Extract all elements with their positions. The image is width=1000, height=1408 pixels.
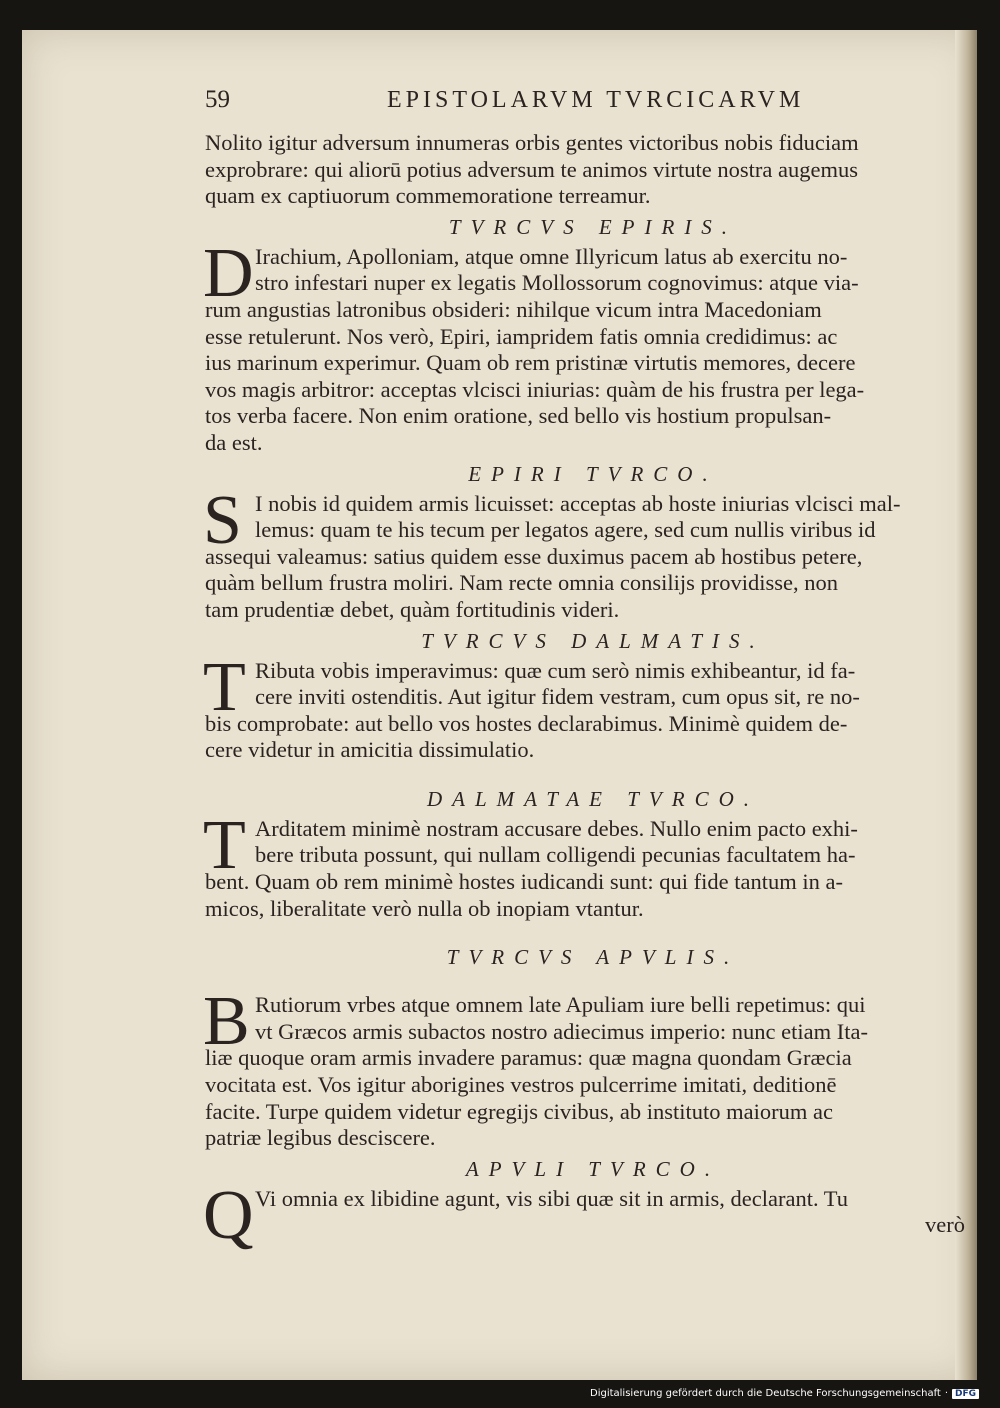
text-line: I nobis id quidem armis licuisset: acceptas ab hoste iniurias vlcisci mal- bbox=[255, 490, 901, 516]
text-line: exprobrare: qui aliorū potius adversum te animos virtute nostra augemus bbox=[205, 156, 858, 182]
text-line: bere tributa possunt, qui nullam colligendi pecunias facultatem ha- bbox=[255, 842, 856, 868]
text-line: vt Græcos armis subactos nostro adiecimus imperio: nunc etiam Ita- bbox=[255, 1018, 868, 1044]
folio-number: 59 bbox=[205, 86, 230, 113]
text-line: cere videtur in amicitia dissimulatio. bbox=[205, 737, 535, 763]
paragraph bbox=[203, 234, 981, 457]
page-text bbox=[203, 86, 981, 1254]
text-line: bent. Quam ob rem minimè hostes iudicandi sunt: qui fide tantum in a- bbox=[205, 869, 844, 895]
text-line: cere inviti ostenditis. Aut igitur fidem vestram, cum opus sit, re no- bbox=[255, 684, 860, 710]
section-heading: EPIRI TVRCO. bbox=[468, 461, 718, 486]
text-line: ius marinum experimur. Quam ob rem pristinæ virtutis memores, decere bbox=[205, 350, 856, 376]
text-line: Arditatem minimè nostram accusare debes. Nullo enim pacto exhi- bbox=[255, 815, 858, 841]
drop-initial: Q bbox=[203, 1176, 254, 1254]
paragraph bbox=[205, 130, 981, 210]
paragraph bbox=[203, 481, 981, 624]
text-line: vocitata est. Vos igitur aborigines vestros pulcerrime imitati, deditionē bbox=[205, 1072, 837, 1098]
text-line: assequi valeamus: satius quidem esse duximus pacem ab hostibus petere, bbox=[205, 543, 863, 569]
drop-initial: S bbox=[203, 481, 242, 559]
text-line: quam ex captiuorum commemoratione terreamur. bbox=[205, 183, 651, 209]
text-line: Rutiorum vrbes atque omnem late Apuliam iure belli repetimus: qui bbox=[255, 992, 866, 1018]
page-header bbox=[205, 86, 981, 130]
section-heading: TVRCVS DALMATIS. bbox=[421, 628, 765, 653]
spacer bbox=[205, 974, 981, 992]
paragraph bbox=[203, 806, 981, 922]
drop-initial: T bbox=[203, 806, 246, 884]
text-line: Nolito igitur adversum innumeras orbis gentes victoribus nobis fiduciam bbox=[205, 130, 859, 155]
footer-text: Digitalisierung gefördert durch die Deutsche Forschungsgemeinschaft bbox=[590, 1388, 941, 1399]
text-line: lemus: quam te his tecum per legatos agere, sed cum nullis viribus id bbox=[255, 517, 876, 543]
text-line: micos, liberalitate verò nulla ob inopiam vtantur. bbox=[205, 895, 644, 921]
section-heading: DALMATAE TVRCO. bbox=[427, 786, 759, 811]
section-heading: TVRCVS EPIRIS. bbox=[448, 214, 738, 239]
text-line: Ributa vobis imperavimus: quæ cum serò nimis exhibeantur, id fa- bbox=[255, 657, 856, 683]
text-line: facite. Turpe quidem videtur egregijs civibus, ab instituto maiorum ac bbox=[205, 1098, 834, 1124]
text-line: patriæ legibus desciscere. bbox=[205, 1125, 436, 1151]
text-line: da est. bbox=[205, 429, 263, 455]
drop-initial: T bbox=[203, 648, 246, 726]
running-title: EPISTOLARVM TVRCICARVM bbox=[387, 87, 805, 113]
section-heading: APVLI TVRCO. bbox=[465, 1156, 721, 1181]
footer-separator: · bbox=[944, 1388, 949, 1399]
text-line: Irachium, Apolloniam, atque omne Illyricum latus ab exercitu no- bbox=[255, 243, 848, 269]
text-line: Vi omnia ex libidine agunt, vis sibi quæ sit in armis, declarant. Tu bbox=[255, 1185, 848, 1211]
text-line: liæ quoque oram armis invadere paramus: quæ magna quondam Græcia bbox=[205, 1045, 852, 1071]
text-line: tos verba facere. Non enim oratione, sed bello vis hostium propulsan- bbox=[205, 403, 832, 429]
section-heading: TVRCVS APVLIS. bbox=[446, 945, 740, 970]
spacer bbox=[205, 764, 981, 782]
text-line: bis comprobate: aut bello vos hostes declarabimus. Minimè quidem de- bbox=[205, 710, 848, 736]
text-line: vos magis arbitror: acceptas vlcisci iniurias: quàm de his frustra per lega- bbox=[205, 376, 865, 402]
text-line: esse retulerunt. Nos verò, Epiri, iampridem fatis omnia credidimus: ac bbox=[205, 323, 838, 349]
spacer bbox=[205, 922, 981, 940]
catchword: verò bbox=[925, 1212, 965, 1238]
drop-initial: B bbox=[203, 983, 250, 1061]
dfg-logo: DFG bbox=[952, 1389, 979, 1399]
digitization-footer bbox=[590, 1388, 1000, 1399]
drop-initial: D bbox=[203, 234, 254, 312]
text-line: stro infestari nuper ex legatis Mollossorum cognovimus: atque via- bbox=[255, 270, 859, 296]
text-line: quàm bellum frustra moliri. Nam recte omnia consilijs providisse, non bbox=[205, 570, 838, 596]
paragraph bbox=[203, 983, 981, 1152]
text-line: rum angustias latronibus obsideri: nihilque vicum intra Macedoniam bbox=[205, 296, 822, 322]
text-line: tam prudentiæ debet, quàm fortitudinis videri. bbox=[205, 596, 620, 622]
paragraph bbox=[203, 648, 981, 764]
paragraph bbox=[203, 1176, 981, 1254]
